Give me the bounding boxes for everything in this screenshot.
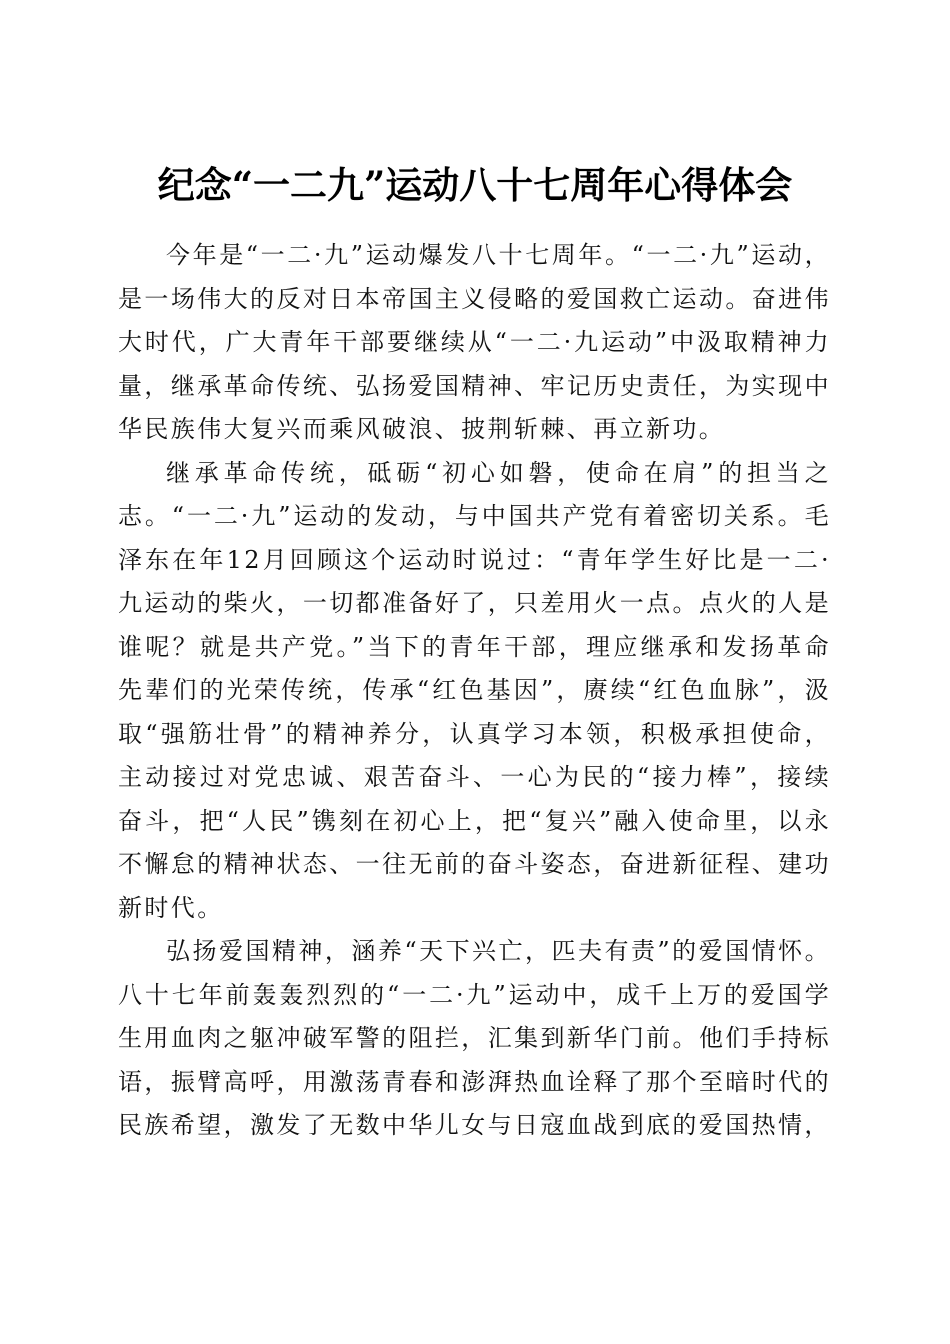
paragraph-1: 今年是“一二·九”运动爆发八十七周年。“一二·九”运动，是一场伟大的反对日本帝国主义侵略的爱国救亡运动。奋进伟大时代，广大青年干部要继续从“一二·九运动”中汲取精神力量，继承革命传统、弘扬爱国精神、牢记历史责任，为实现中华民族伟大复兴而乘风破浪、披荆斩棘、再立新功。 xyxy=(118,241,831,443)
document-body xyxy=(118,234,831,1148)
paragraph-3: 弘扬爱国精神，涵养“天下兴亡，匹夫有责”的爱国情怀。八十七年前轰轰烈烈的“一二·九”运动中，成千上万的爱国学生用血肉之躯冲破军警的阻拦，汇集到新华门前。他们手持标语，振臂高呼，用激荡青春和澎湃热血诠释了那个至暗时代的民族希望，激发了无数中华儿女与日寇血战到底的爱国热情， xyxy=(118,937,831,1139)
document-title: 纪念“一二九”运动八十七周年心得体会 xyxy=(157,162,793,207)
paragraph-2: 继承革命传统，砥砺“初心如磐，使命在肩”的担当之志。“一二·九”运动的发动，与中国共产党有着密切关系。毛泽东在年12月回顾这个运动时说过：“青年学生好比是一二·九运动的柴火，一切都准备好了，只差用火一点。点火的人是谁呢？就是共产党。”当下的青年干部，理应继承和发扬革命先辈们的光荣传统，传承“红色基因”，赓续“红色血脉”，汲取“强筋壮骨”的精神养分，认真学习本领，积极承担使命，主动接过对党忠诚、艰苦奋斗、一心为民的“接力棒”，接续奋斗，把“人民”镌刻在初心上，把“复兴”融入使命里，以永不懈怠的精神状态、一往无前的奋斗姿态，奋进新征程、建功新时代。 xyxy=(118,458,831,922)
